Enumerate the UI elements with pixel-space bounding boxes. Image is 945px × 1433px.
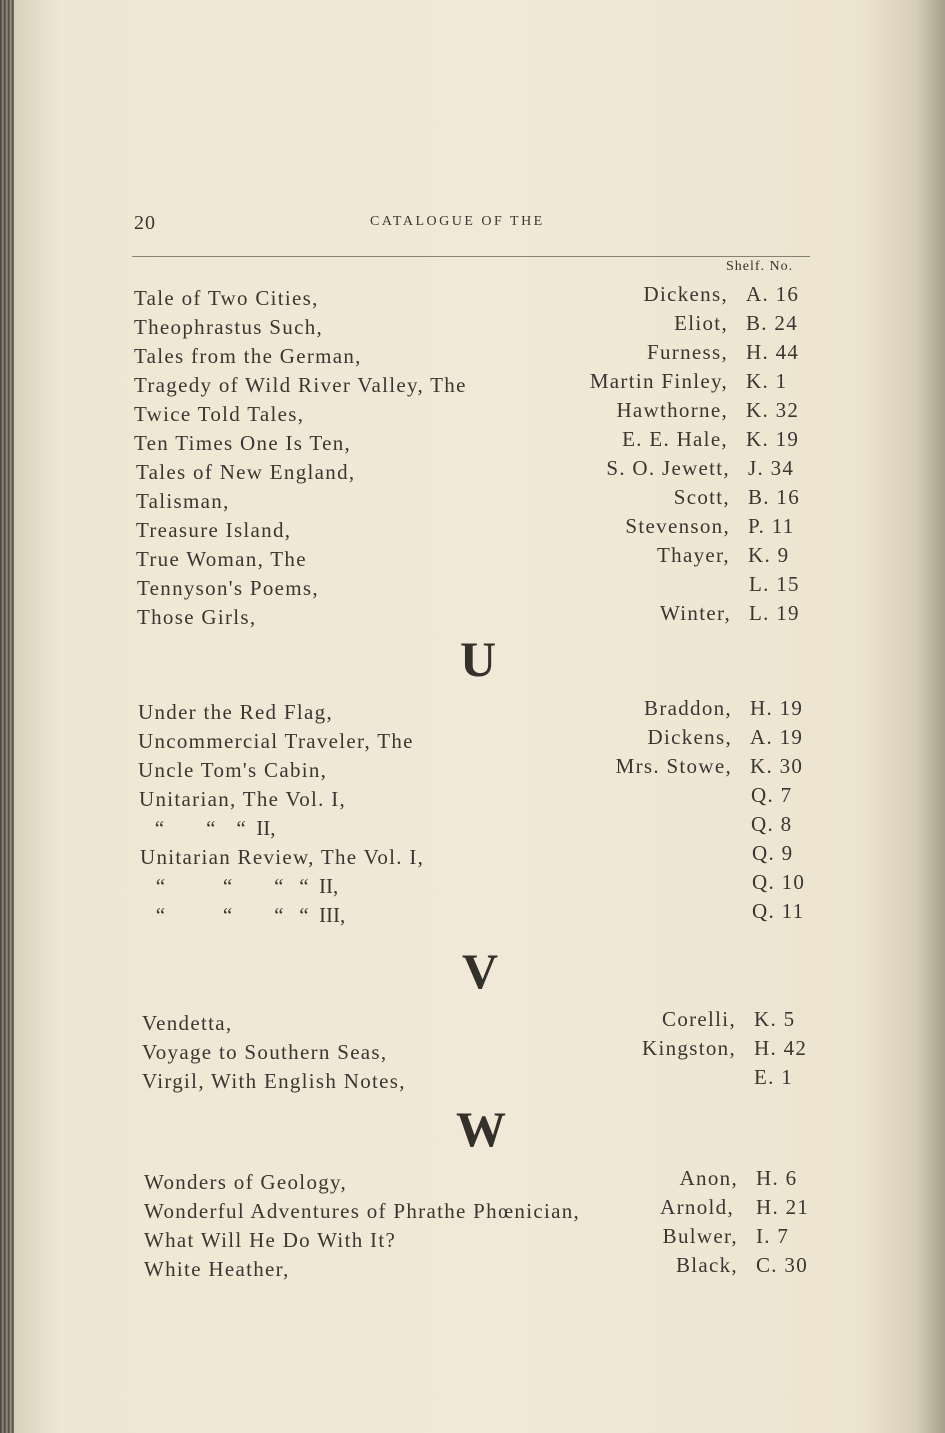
entry-title: “ “ “ “ II, (140, 874, 339, 898)
catalogue-entry (138, 754, 822, 786)
entry-title: True Woman, The (136, 547, 307, 571)
entry-author: Thayer, (657, 543, 730, 567)
entry-shelf-number: K. 1 (746, 369, 788, 393)
catalogue-entry (142, 1036, 826, 1068)
entry-shelf-number: K. 19 (746, 427, 800, 451)
entry-author: Arnold, (660, 1195, 734, 1219)
entry-title: Wonders of Geology, (144, 1170, 348, 1194)
entry-shelf-number: L. 15 (749, 572, 800, 596)
catalogue-entry (142, 1007, 826, 1039)
catalogue-entry (144, 1166, 828, 1198)
entry-shelf-number: H. 19 (750, 696, 804, 720)
catalogue-entry (134, 427, 818, 459)
catalogue-entry (142, 1065, 826, 1097)
section-letter-w: W (456, 1101, 506, 1157)
catalogue-entry (134, 282, 818, 314)
entry-title: Unitarian Review, The Vol. I, (140, 845, 425, 869)
entry-title: Uncle Tom's Cabin, (138, 758, 328, 782)
catalogue-entry (136, 485, 820, 517)
entry-title: Tales of New England, (136, 460, 356, 484)
catalogue-entry (134, 369, 818, 401)
entry-title: Treasure Island, (136, 518, 292, 542)
entry-title: Uncommercial Traveler, The (138, 729, 414, 753)
entry-shelf-number: H. 42 (754, 1036, 808, 1060)
entry-title: Twice Told Tales, (134, 402, 305, 426)
entry-author: Dickens, (647, 725, 732, 749)
catalogue-entry (134, 340, 818, 372)
catalogue-entry (138, 696, 822, 728)
entry-shelf-number: A. 16 (746, 282, 800, 306)
catalogue-entry (137, 572, 821, 604)
entry-title: White Heather, (144, 1257, 290, 1281)
running-head: CATALOGUE OF THE (370, 214, 545, 229)
catalogue-entry (138, 725, 822, 757)
entry-author: Scott, (673, 485, 730, 509)
entry-shelf-number: P. 11 (748, 514, 795, 538)
catalogue-entry (139, 783, 823, 815)
entry-title: Tale of Two Cities, (134, 286, 319, 310)
entry-title: What Will He Do With It? (144, 1228, 397, 1252)
entry-author: Dickens, (643, 282, 728, 306)
entry-author: Eliot, (674, 311, 728, 335)
entry-author: Stevenson, (625, 514, 730, 538)
entry-title: Those Girls, (137, 605, 257, 629)
entry-shelf-number: H. 21 (756, 1195, 810, 1219)
entry-title: “ “ “ “ III, (140, 903, 346, 927)
shelf-number-column-header: Shelf. No. (726, 259, 794, 274)
catalogue-entry (140, 899, 824, 931)
entry-author: Mrs. Stowe, (615, 754, 732, 778)
entry-title: Under the Red Flag, (138, 700, 333, 724)
entry-author: Martin Finley, (589, 369, 728, 393)
catalogue-entry (136, 514, 820, 546)
entry-shelf-number: B. 16 (748, 485, 801, 509)
entry-title: Talisman, (136, 489, 230, 513)
section-letter-v: V (462, 943, 499, 999)
entry-title: Ten Times One Is Ten, (134, 431, 352, 455)
entry-shelf-number: B. 24 (746, 311, 799, 335)
catalogue-entry (136, 456, 820, 488)
catalogue-entry (144, 1195, 828, 1227)
page-header (132, 208, 812, 238)
entry-shelf-number: K. 5 (754, 1007, 796, 1031)
entry-title: Theophrastus Such, (134, 315, 324, 339)
entry-author: E. E. Hale, (622, 427, 728, 451)
entry-title: Voyage to Southern Seas, (142, 1040, 388, 1064)
catalogue-entry (144, 1253, 828, 1285)
entry-shelf-number: K. 30 (750, 754, 804, 778)
entry-shelf-number: K. 32 (746, 398, 800, 422)
entry-shelf-number: Q. 10 (752, 870, 806, 894)
entry-author: Bulwer, (662, 1224, 738, 1248)
entry-title: Wonderful Adventures of Phrathe Phœnician, (144, 1199, 581, 1223)
entry-shelf-number: H. 6 (756, 1166, 798, 1190)
entry-author: S. O. Jewett, (606, 456, 730, 480)
entry-author: Corelli, (662, 1007, 736, 1031)
entry-shelf-number: K. 9 (748, 543, 790, 567)
page-number: 20 (134, 212, 156, 234)
catalogue-entry (140, 841, 824, 873)
entry-title: Tragedy of Wild River Valley, The (134, 373, 467, 397)
entry-shelf-number: L. 19 (749, 601, 800, 625)
entry-shelf-number: Q. 9 (752, 841, 794, 865)
header-rule (132, 256, 810, 257)
entry-title: Vendetta, (142, 1011, 233, 1035)
entry-shelf-number: Q. 11 (752, 899, 805, 923)
entry-shelf-number: Q. 7 (751, 783, 793, 807)
entry-title: Virgil, With English Notes, (142, 1069, 406, 1093)
section-letter-u: U (460, 631, 497, 687)
catalogue-entry (144, 1224, 828, 1256)
catalogue-entry (136, 543, 820, 575)
entry-author: Black, (675, 1253, 738, 1277)
entry-author: Furness, (647, 340, 728, 364)
entry-title: Tales from the German, (134, 344, 362, 368)
catalogue-entry (134, 398, 818, 430)
entry-shelf-number: H. 44 (746, 340, 800, 364)
entry-author: Kingston, (642, 1036, 736, 1060)
entry-shelf-number: Q. 8 (751, 812, 793, 836)
catalogue-entry (137, 601, 821, 633)
entry-shelf-number: I. 7 (756, 1224, 790, 1248)
catalogue-entry (139, 812, 823, 844)
entry-author: Hawthorne, (616, 398, 728, 422)
catalogue-entry (140, 870, 824, 902)
entry-author: Braddon, (644, 696, 732, 720)
entry-shelf-number: C. 30 (756, 1253, 809, 1277)
entry-shelf-number: J. 34 (748, 456, 795, 480)
entry-title: “ “ “ II, (139, 816, 276, 840)
entry-shelf-number: A. 19 (750, 725, 804, 749)
entry-author: Anon, (679, 1166, 738, 1190)
entry-author: Winter, (660, 601, 731, 625)
entry-title: Unitarian, The Vol. I, (139, 787, 347, 811)
catalogue-entry (134, 311, 818, 343)
book-spine-edge (0, 0, 14, 1433)
entry-shelf-number: E. 1 (754, 1065, 794, 1089)
entry-title: Tennyson's Poems, (137, 576, 319, 600)
